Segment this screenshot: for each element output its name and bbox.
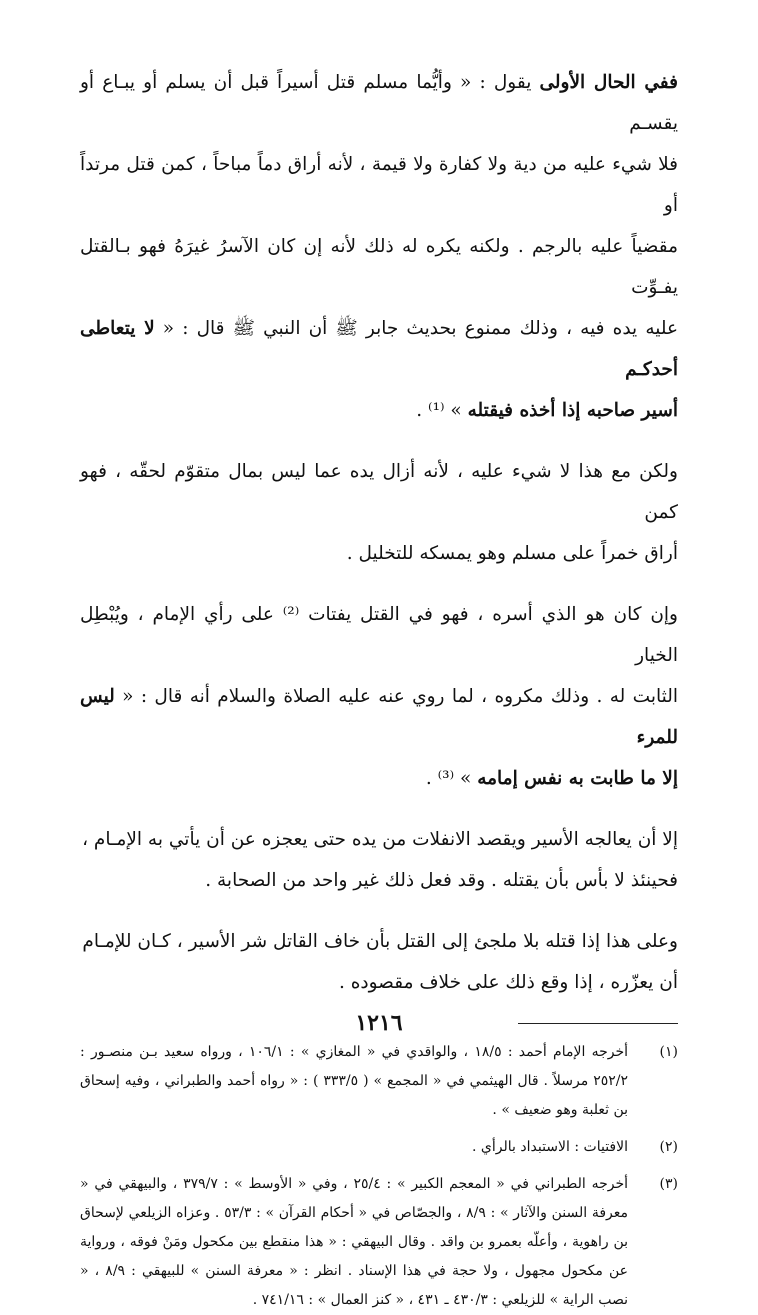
text-line [80, 308, 678, 390]
text-line [80, 594, 678, 676]
text-line [80, 144, 678, 226]
line-text: الثابت له . وذلك مكروه ، لما روي عنه عليه الصلاة والسلام أنه قال : « [114, 686, 678, 707]
line-text: عليه يده فيه ، وذلك ممنوع بحديث جابر ﷺ أن النبي ﷺ قال : « [154, 318, 678, 339]
footnote-number: (٢) [659, 1139, 678, 1155]
paragraph [80, 451, 678, 574]
line-text: إلا أن يعالجه الأسير ويقصد الانفلات من يده حتى يعجزه عن أن يأتي به الإمـام ، [82, 829, 678, 850]
line-text: يقول : « وأيُّما مسلم قتل أسيراً قبل أن يسلم أو يبـاع أو يقسـم [80, 72, 678, 134]
text-line [80, 676, 678, 758]
line-text: ولكن مع هذا لا شيء عليه ، لأنه أزال يده عما ليس بمال متقوّم لحقّه ، فهو كمن [80, 461, 678, 523]
bold-phrase: أسير صاحبه إذا أخذه فيقتله [467, 400, 678, 421]
footnote-number: (١) [659, 1044, 678, 1060]
paragraph [80, 594, 678, 799]
footnote [80, 1038, 678, 1125]
line-text: وإن كان هو الذي أسره ، فهو في القتل يفتات ⁽²⁾ على رأي الإمام ، ويُبْطِل الخيار [80, 604, 678, 666]
page-number: ١٢١٦ [355, 1010, 403, 1036]
text-line [80, 819, 678, 860]
footnote [80, 1133, 678, 1162]
footnote-number: (٣) [659, 1176, 678, 1192]
main-text [80, 62, 678, 1003]
bold-phrase: لا يتعاطى أحدكـم [80, 318, 678, 380]
text-line [80, 451, 678, 533]
line-text: فحينئذ لا بأس بأن يقتله . وقد فعل ذلك غير واحد من الصحابة . [205, 870, 678, 891]
paragraph [80, 819, 678, 901]
footnotes [80, 1038, 678, 1315]
footnote-text: أخرجه الإمام أحمد : ١٨/٥ ، والواقدي في « المغازي » : ١٠٦/١ ، ورواه سعيد بـن منصـور : ٢٥٢/٢ مرسلاً . قال الهيثمي في « المجمع » ( ٣٣٣/٥ ) : « رواه أحمد والطبراني ، وفيه إسحاق بن ثعلبة وهو ضعيف » . [80, 1044, 629, 1118]
text-line [80, 62, 678, 144]
line-text: وعلى هذا إذا قتله بلا ملجئ إلى القتل بأن خاف القاتل شر الأسير ، كـان للإمـام [82, 931, 678, 952]
line-text: أن يعزّره ، إذا وقع ذلك على خلاف مقصوده . [338, 972, 678, 993]
footnote-text: أخرجه الطبراني في « المعجم الكبير » : ٢٥/٤ ، وفي « الأوسط » : ٣٧٩/٧ ، والبيهقي في « معرفة السنن والآثار » : ٨/٩ ، والجصّاص في « أحكام القرآن » : ٥٣/٣ . وعزاه الزيلعي لإسحاق بن راهوية ، وأعلّه بعمرو بن واقد . وقال البيهقي : « هذا منقطع بين مكحول ومَنْ فوقه ، ورواية عن مكحول مجهول ، ولا حجة في هذا الإسناد . انظر : « معرفة السنن » للبيهقي : ٨/٩ ، « نصب الراية » للزيلعي : ٤٣٠/٣ ـ ٤٣١ ، « كنز العمال » : ٧٤١/١٦ . [80, 1176, 629, 1308]
text-line [80, 390, 678, 431]
text-line [80, 533, 678, 574]
line-text: أراق خمراً على مسلم وهو يمسكه للتخليل . [346, 543, 678, 564]
paragraph [80, 921, 678, 1003]
line-text: مقضياً عليه بالرجم . ولكنه يكره له ذلك لأنه إن كان الآسرُ غيرَهُ فهو بـالقتل يفـوِّت [80, 236, 678, 298]
bold-phrase: إلا ما طابت به نفس إمامه [477, 768, 678, 789]
line-text: » ⁽¹⁾ . [416, 400, 468, 421]
bold-phrase: ليس للمرء [80, 686, 678, 748]
text-line [80, 860, 678, 901]
paragraph [80, 62, 678, 431]
line-text: » ⁽³⁾ . [425, 768, 478, 789]
line-text: فلا شيء عليه من دية ولا كفارة ولا قيمة ، لأنه أراق دماً مباحاً ، كمن قتل مرتداً أو [80, 154, 678, 216]
footnote-text: الافتيات : الاستبداد بالرأي . [472, 1139, 628, 1155]
bold-phrase: ففي الحال الأولى [539, 72, 678, 93]
text-line [80, 921, 678, 962]
footnote [80, 1170, 678, 1315]
text-line [80, 226, 678, 308]
text-line [80, 758, 678, 799]
text-line [80, 962, 678, 1003]
